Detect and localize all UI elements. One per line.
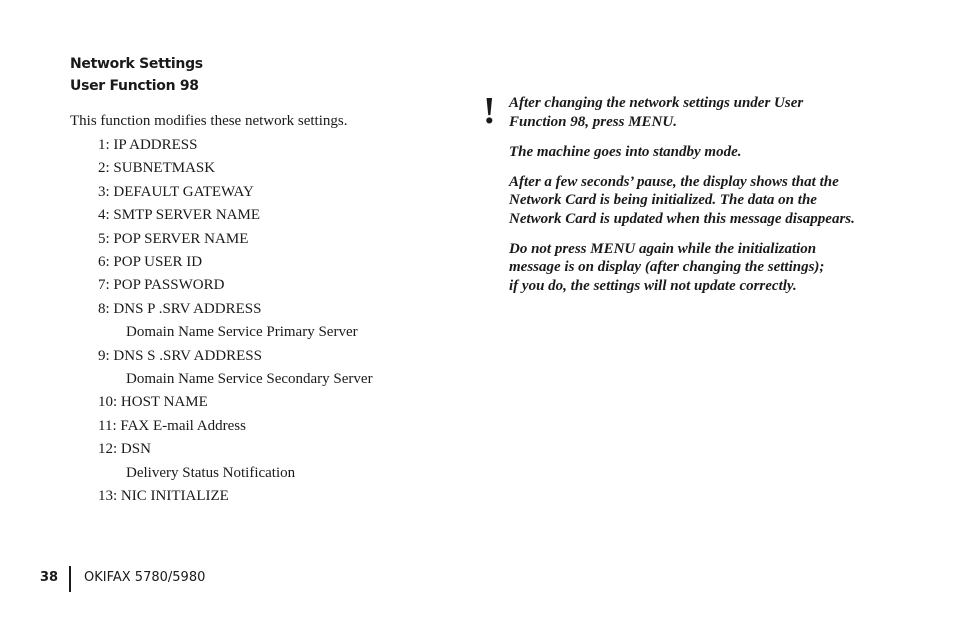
notice-paragraph (509, 94, 909, 131)
footer-product-name: OKIFAX 5780/5980 (84, 570, 206, 585)
settings-description-row (98, 321, 438, 344)
notice-paragraph (509, 173, 909, 229)
notice-line: After a few seconds’ pause, the display shows that the (509, 173, 839, 190)
section-subtitle: User Function 98 (70, 78, 199, 94)
settings-description-row (98, 462, 438, 485)
notice-line: Network Card is being initialized. The data on the (509, 192, 817, 209)
settings-list-item: 11: FAX E-mail Address (98, 417, 246, 434)
settings-item-description: Domain Name Service Secondary Server (126, 371, 373, 388)
settings-list (98, 134, 438, 509)
settings-list-item: 10: HOST NAME (98, 394, 208, 411)
settings-list-item: 8: DNS P .SRV ADDRESS (98, 300, 262, 317)
notice-line: message is on display (after changing the settings); (509, 259, 825, 276)
settings-list-item: 7: POP PASSWORD (98, 277, 225, 294)
settings-list-item: 12: DSN (98, 441, 151, 458)
settings-list-item: 13: NIC INITIALIZE (98, 488, 229, 505)
settings-list-item: 3: DEFAULT GATEWAY (98, 183, 254, 200)
settings-list-item: 5: POP SERVER NAME (98, 230, 249, 247)
settings-item-description: Delivery Status Notification (126, 464, 296, 481)
settings-description-row (98, 368, 438, 391)
settings-list-item: 1: IP ADDRESS (98, 137, 198, 153)
warning-icon: ! (483, 90, 496, 132)
notice-line: After changing the network settings under User (509, 95, 804, 111)
settings-list-item: 2: SUBNETMASK (98, 160, 216, 177)
settings-item-description: Domain Name Service Primary Server (126, 324, 358, 341)
notice-line: if you do, the settings will not update correctly. (509, 277, 797, 294)
notice-line: Network Card is updated when this message disappears. (509, 210, 855, 227)
footer-divider (69, 566, 71, 592)
section-title: Network Settings (70, 56, 203, 72)
intro-text: This function modifies these network settings. (70, 113, 348, 129)
page-number: 38 (40, 570, 59, 585)
notice-text (509, 94, 909, 307)
notice-line: The machine goes into standby mode. (509, 143, 742, 160)
notice-line: Do not press MENU again while the initialization (509, 240, 817, 257)
notice-line: Function 98, press MENU. (509, 113, 677, 130)
settings-list-item: 9: DNS S .SRV ADDRESS (98, 347, 262, 364)
settings-list-item: 6: POP USER ID (98, 254, 203, 271)
notice-paragraph (509, 240, 909, 296)
notice-paragraph (509, 143, 909, 162)
settings-list-item: 4: SMTP SERVER NAME (98, 207, 261, 224)
